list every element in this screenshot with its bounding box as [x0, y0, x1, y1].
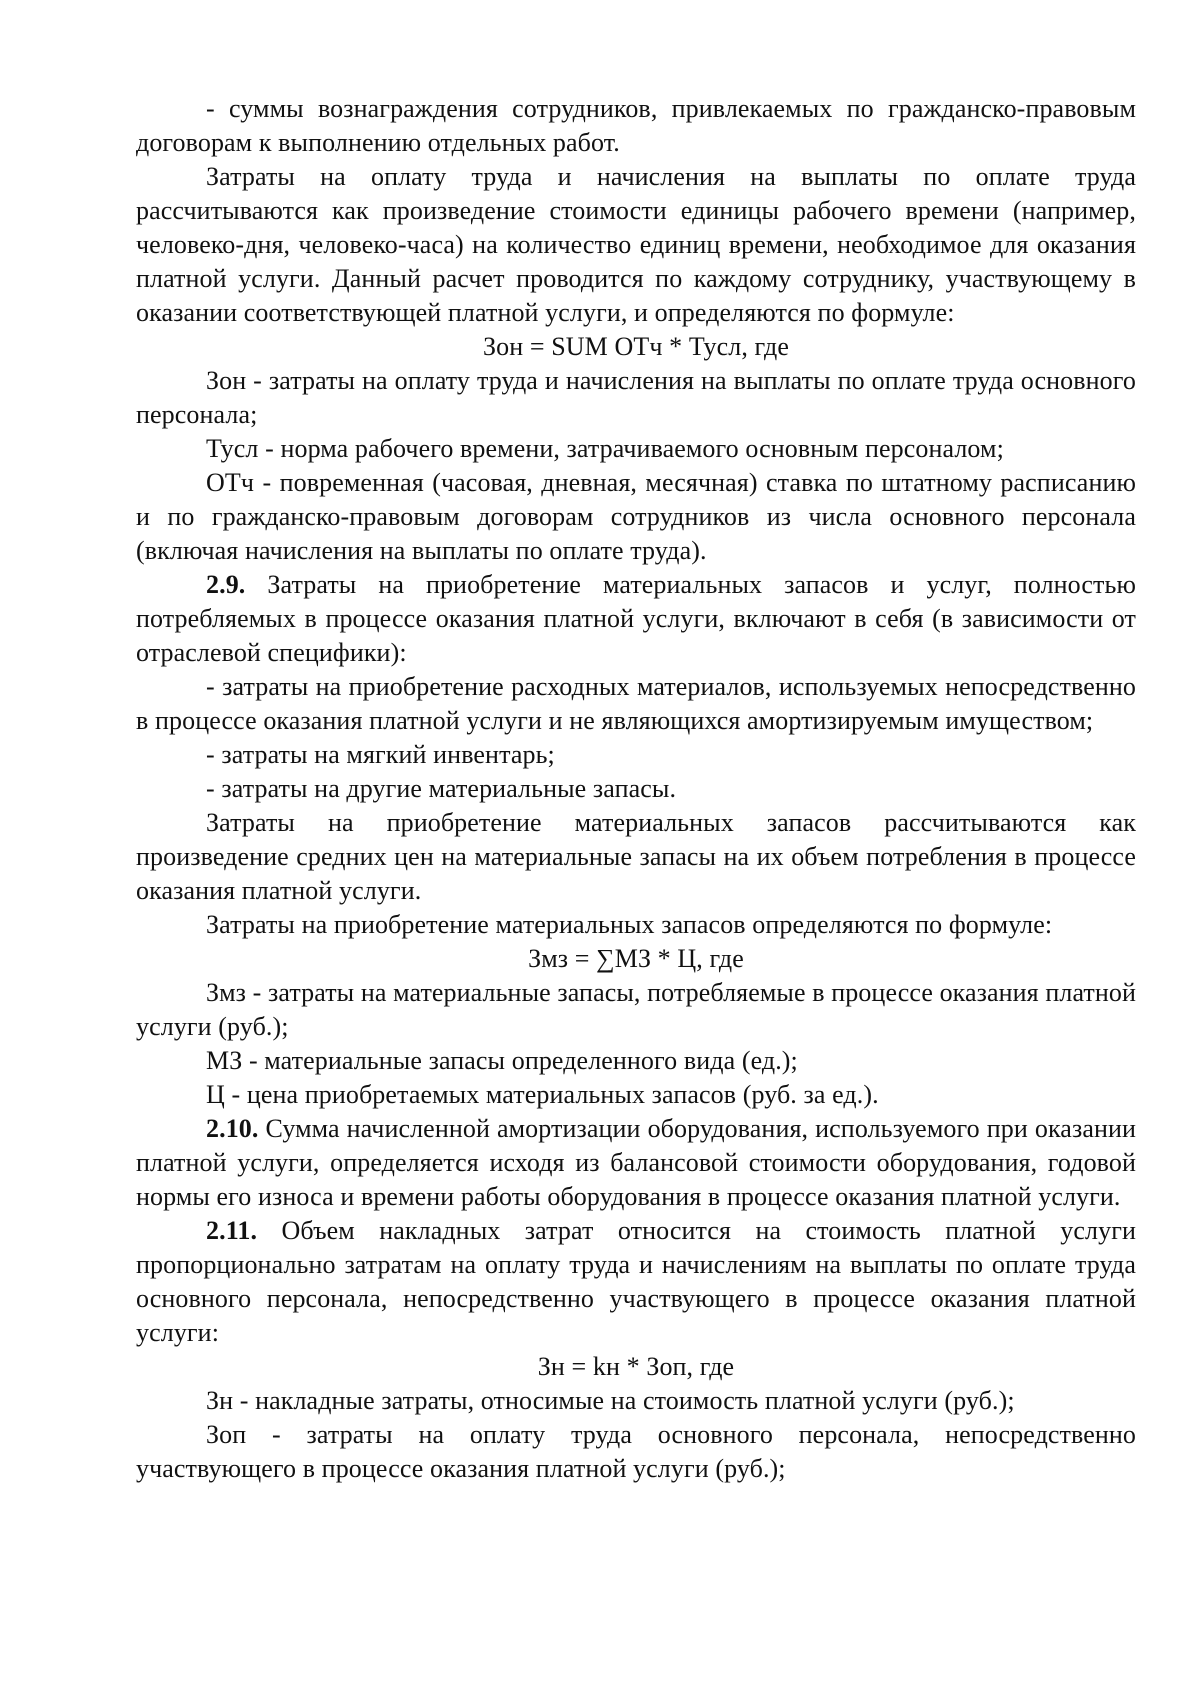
section-2-11 — [136, 1214, 1136, 1350]
definition-otch: ОТч - повременная (часовая, дневная, месячная) ставка по штатному расписанию и по гражданско-правовым договорам сотрудников из числа основного персонала (включая начисления на выплаты по оплате труда). — [136, 468, 1136, 565]
definition-zon: Зон - затраты на оплату труда и начисления на выплаты по оплате труда основного персонала; — [136, 366, 1136, 429]
definition-mz: МЗ - материальные запасы определенного вида (ед.); — [206, 1046, 798, 1075]
definition-zn: Зн - накладные затраты, относимые на стоимость платной услуги (руб.); — [206, 1386, 1015, 1415]
paragraph-material-formula-intro: Затраты на приобретение материальных запасов определяются по формуле: — [206, 910, 1053, 939]
formula-zon: Зон = SUM ОТч * Тусл, где — [483, 332, 789, 361]
definition-zop: Зоп - затраты на оплату труда основного персонала, непосредственно участвующего в процессе оказания платной услуги (руб.); — [136, 1420, 1136, 1483]
paragraph-material-costs: Затраты на приобретение материальных запасов рассчитываются как произведение средних цен на материальные запасы на их объем потребления в процессе оказания платной услуги. — [136, 808, 1136, 905]
section-text: Объем накладных затрат относится на стоимость платной услуги пропорционально затратам на оплату труда и начислениям на выплаты по оплате труда основного персонала, непосредственно участвующего в процессе оказания платной услуги: — [136, 1216, 1136, 1347]
paragraph-labor-costs: Затраты на оплату труда и начисления на выплаты по оплате труда рассчитываются как произведение стоимости единицы рабочего времени (например, человеко-дня, человеко-часа) на количество единиц времени, необходимое для оказания платной услуги. Данный расчет проводится по каждому сотруднику, участвующему в оказании соответствующей платной услуги, и определяются по формуле: — [136, 162, 1136, 327]
list-item-soft-inventory: - затраты на мягкий инвентарь; — [206, 740, 555, 769]
section-text: Затраты на приобретение материальных запасов и услуг, полностью потребляемых в процессе оказания платной услуги, включают в себя (в зависимости от отраслевой специфики): — [136, 570, 1136, 667]
definition-zmz: Змз - затраты на материальные запасы, потребляемые в процессе оказания платной услуги (руб.); — [136, 978, 1136, 1041]
list-item-other-materials: - затраты на другие материальные запасы. — [206, 774, 677, 803]
list-item-consumables: - затраты на приобретение расходных материалов, используемых непосредственно в процессе оказания платной услуги и не являющихся амортизируемым имуществом; — [136, 672, 1136, 735]
section-number: 2.11. — [206, 1216, 258, 1245]
paragraph-remuneration-item: - суммы вознаграждения сотрудников, привлекаемых по гражданско-правовым договорам к выполнению отдельных работ. — [136, 94, 1136, 157]
formula-zmz: Змз = ∑МЗ * Ц, где — [528, 944, 744, 973]
definition-tusl: Тусл - норма рабочего времени, затрачиваемого основным персоналом; — [206, 434, 1004, 463]
section-number: 2.10. — [206, 1114, 259, 1143]
formula-zn: Зн = kн * Зоп, где — [537, 1352, 735, 1381]
section-number: 2.9. — [206, 570, 246, 599]
section-text: Сумма начисленной амортизации оборудования, используемого при оказании платной услуги, определяется исходя из балансовой стоимости оборудования, годовой нормы его износа и времени работы оборудования в процессе оказания платной услуги. — [136, 1114, 1136, 1211]
document-page — [136, 92, 1136, 1486]
definition-ts: Ц - цена приобретаемых материальных запасов (руб. за ед.). — [206, 1080, 879, 1109]
section-2-9 — [136, 568, 1136, 670]
section-2-10 — [136, 1112, 1136, 1214]
